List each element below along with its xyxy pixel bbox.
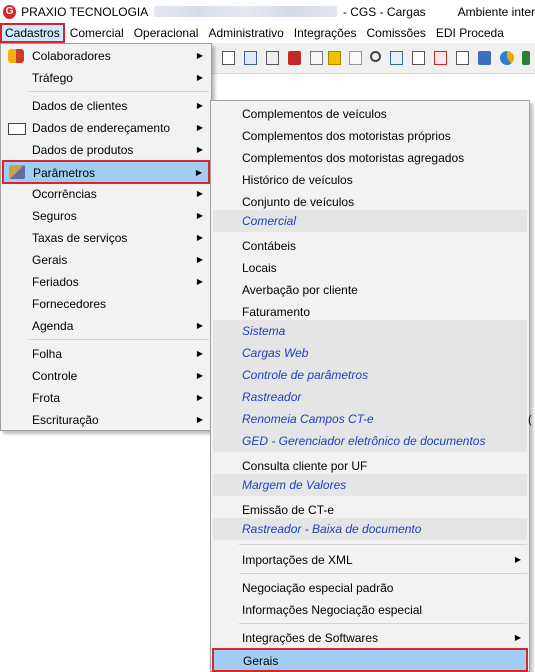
menu-item-label: Conjunto de veículos — [242, 195, 355, 209]
menu-administrativo[interactable]: Administrativo — [208, 26, 284, 40]
menu-item-label: Escrituração — [32, 413, 99, 427]
menu-item-label: Dados de clientes — [32, 99, 128, 113]
category-label: Renomeia Campos CT-e — [242, 412, 374, 426]
cadastros-menu — [0, 43, 212, 431]
menu-comissoes[interactable]: Comissões — [366, 26, 426, 40]
people-icon — [8, 49, 24, 63]
menu-item-historico-veiculos[interactable] — [213, 169, 527, 191]
sheet-icon[interactable] — [456, 51, 469, 65]
pie-chart-icon[interactable] — [500, 51, 514, 65]
menu-edi-proceda[interactable]: EDI Proceda — [435, 26, 504, 40]
note-icon[interactable] — [328, 51, 341, 65]
submenu-arrow-icon: ▶ — [196, 393, 203, 402]
menu-item-label: Faturamento — [242, 305, 311, 319]
menu-item-integracoes-softwares[interactable] — [213, 627, 527, 649]
menu-item-label: Contábeis — [242, 239, 297, 253]
category-label: Sistema — [242, 324, 286, 338]
menu-item-label: Folha — [32, 347, 63, 361]
menu-item-frota[interactable] — [3, 387, 209, 409]
document-icon[interactable] — [222, 51, 235, 65]
menu-category-cargas-web — [213, 342, 527, 364]
menu-item-label: Integrações de Softwares — [242, 631, 379, 645]
menu-separator — [239, 623, 527, 624]
menu-item-label: Complementos dos motoristas próprios — [242, 129, 451, 143]
category-label: Comercial — [242, 214, 297, 228]
menu-item-controle[interactable] — [3, 365, 209, 387]
menu-item-label: Parâmetros — [33, 166, 96, 180]
menu-item-label: Gerais — [243, 654, 279, 668]
page-icon[interactable] — [310, 51, 323, 65]
menu-operacional[interactable]: Operacional — [133, 26, 199, 40]
parametros-submenu — [210, 100, 530, 672]
category-label: GED - Gerenciador eletrônico de documentos — [242, 434, 486, 448]
app-logo-icon: G — [3, 5, 16, 19]
menu-item-negociacao-especial-padrao[interactable] — [213, 577, 527, 599]
menu-item-label: Negociação especial padrão — [242, 581, 394, 595]
menu-item-label: Histórico de veículos — [242, 173, 353, 187]
category-label: Rastreador - Baixa de documento — [242, 522, 422, 536]
menu-separator — [239, 544, 527, 545]
title-bar — [0, 0, 535, 23]
menu-cadastros[interactable]: Cadastros — [0, 23, 65, 43]
menu-item-dados-de-enderecamento[interactable] — [3, 117, 209, 139]
blank-page-icon[interactable] — [349, 51, 362, 65]
menu-comercial[interactable]: Comercial — [69, 26, 124, 40]
menu-item-complementos-motoristas-proprios[interactable] — [213, 125, 527, 147]
menu-item-fornecedores[interactable] — [3, 293, 209, 315]
toolbar — [210, 43, 535, 74]
envelope-icon — [8, 123, 26, 135]
menu-item-label: Consulta cliente por UF — [242, 459, 368, 473]
submenu-arrow-icon: ▶ — [196, 415, 203, 424]
submenu-arrow-icon: ▶ — [196, 349, 203, 358]
submenu-arrow-icon: ▶ — [514, 633, 521, 642]
menu-item-label: Ocorrências — [32, 187, 97, 201]
menu-item-label: Importações de XML — [242, 553, 353, 567]
background-text-fragment: ( — [528, 414, 532, 426]
menu-category-renomeia-campos-cte — [213, 408, 527, 430]
menu-item-escrituracao[interactable] — [3, 409, 209, 431]
menu-item-locais[interactable] — [213, 257, 527, 279]
category-label: Controle de parâmetros — [242, 368, 369, 382]
menu-separator — [29, 339, 209, 340]
menu-item-label: Complementos dos motoristas agregados — [242, 151, 465, 165]
menu-bar — [0, 23, 535, 43]
menu-item-label: Averbação por cliente — [242, 283, 358, 297]
menu-item-dados-de-produtos[interactable] — [3, 139, 209, 161]
menu-item-label: Frota — [32, 391, 61, 405]
menu-item-label: Fornecedores — [32, 297, 107, 311]
menu-item-label: Seguros — [32, 209, 77, 223]
submenu-arrow-icon: ▶ — [196, 51, 203, 60]
submenu-arrow-icon: ▶ — [514, 555, 521, 564]
submenu-arrow-icon: ▶ — [196, 277, 203, 286]
submenu-arrow-icon: ▶ — [196, 123, 203, 132]
menu-separator — [29, 91, 209, 92]
menu-item-label: Taxas de serviços — [32, 231, 128, 245]
category-label: Margem de Valores — [242, 478, 347, 492]
menu-category-comercial — [213, 210, 527, 232]
submenu-arrow-icon: ▶ — [196, 101, 203, 110]
menu-item-seguros[interactable] — [3, 205, 209, 227]
menu-item-informacoes-negociacao-especial[interactable] — [213, 599, 527, 621]
menu-item-gerais-parametros[interactable] — [213, 649, 527, 671]
menu-category-rastreador-baixa-documento — [213, 518, 527, 540]
menu-item-label: Controle — [32, 369, 78, 383]
menu-category-ged — [213, 430, 527, 452]
menu-item-label: Informações Negociação especial — [242, 603, 423, 617]
menu-item-label: Tráfego — [32, 71, 73, 85]
submenu-arrow-icon: ▶ — [196, 233, 203, 242]
menu-item-label: Complementos de veículos — [242, 107, 387, 121]
submenu-arrow-icon: ▶ — [196, 371, 203, 380]
menu-category-rastreador — [213, 386, 527, 408]
menu-item-parametros[interactable] — [3, 161, 209, 183]
menu-item-dados-de-clientes[interactable] — [3, 95, 209, 117]
menu-item-label: Locais — [242, 261, 277, 275]
report-icon[interactable] — [412, 51, 425, 65]
redacted-title-segment — [154, 6, 337, 17]
file-search-icon[interactable] — [390, 51, 403, 65]
menu-item-trafego[interactable] — [3, 67, 209, 89]
menu-item-agenda[interactable] — [3, 315, 209, 337]
submenu-arrow-icon: ▶ — [196, 73, 203, 82]
menu-category-sistema — [213, 320, 527, 342]
menu-item-contabeis[interactable] — [213, 235, 527, 257]
environment-label: Ambiente inter — [457, 4, 535, 19]
printer-icon[interactable] — [478, 51, 491, 65]
menu-item-taxas-de-servicos[interactable] — [3, 227, 209, 249]
copy-icon[interactable] — [266, 51, 279, 65]
menu-item-label: Gerais — [32, 253, 68, 267]
menu-separator — [239, 573, 527, 574]
app-title: PRAXIO TECNOLOGIA — [21, 4, 149, 19]
delete-icon[interactable] — [434, 51, 447, 65]
submenu-arrow-icon: ▶ — [196, 211, 203, 220]
menu-item-label: Feriados — [32, 275, 79, 289]
magnifier-icon[interactable] — [370, 51, 381, 62]
menu-item-gerais[interactable] — [3, 249, 209, 271]
menu-item-complementos-motoristas-agregados[interactable] — [213, 147, 527, 169]
menu-item-importacoes-xml[interactable] — [213, 549, 527, 571]
menu-category-controle-de-parametros — [213, 364, 527, 386]
documents-icon[interactable] — [244, 51, 257, 65]
app-module: - CGS - Cargas — [342, 4, 426, 19]
submenu-arrow-icon: ▶ — [196, 255, 203, 264]
menu-item-label: Colaboradores — [32, 49, 111, 63]
menu-item-feriados[interactable] — [3, 271, 209, 293]
export-icon[interactable] — [522, 51, 530, 65]
menu-item-ocorrencias[interactable] — [3, 183, 209, 205]
tools-icon — [9, 165, 25, 179]
menu-item-complementos-veiculos[interactable] — [213, 103, 527, 125]
submenu-arrow-icon: ▶ — [196, 145, 203, 154]
menu-item-folha[interactable] — [3, 343, 209, 365]
category-label: Cargas Web — [242, 346, 309, 360]
menu-item-averbacao-por-cliente[interactable] — [213, 279, 527, 301]
menu-item-label: Agenda — [32, 319, 74, 333]
category-label: Rastreador — [242, 390, 302, 404]
truck-icon[interactable] — [288, 51, 301, 65]
submenu-arrow-icon: ▶ — [195, 168, 202, 177]
menu-integracoes[interactable]: Integrações — [293, 26, 357, 40]
submenu-arrow-icon: ▶ — [196, 189, 203, 198]
menu-item-label: Emissão de CT-e — [242, 503, 335, 517]
menu-item-colaboradores[interactable] — [3, 45, 209, 67]
submenu-arrow-icon: ▶ — [196, 321, 203, 330]
menu-category-margem-de-valores — [213, 474, 527, 496]
menu-item-label: Dados de endereçamento — [32, 121, 171, 135]
menu-item-label: Dados de produtos — [32, 143, 134, 157]
